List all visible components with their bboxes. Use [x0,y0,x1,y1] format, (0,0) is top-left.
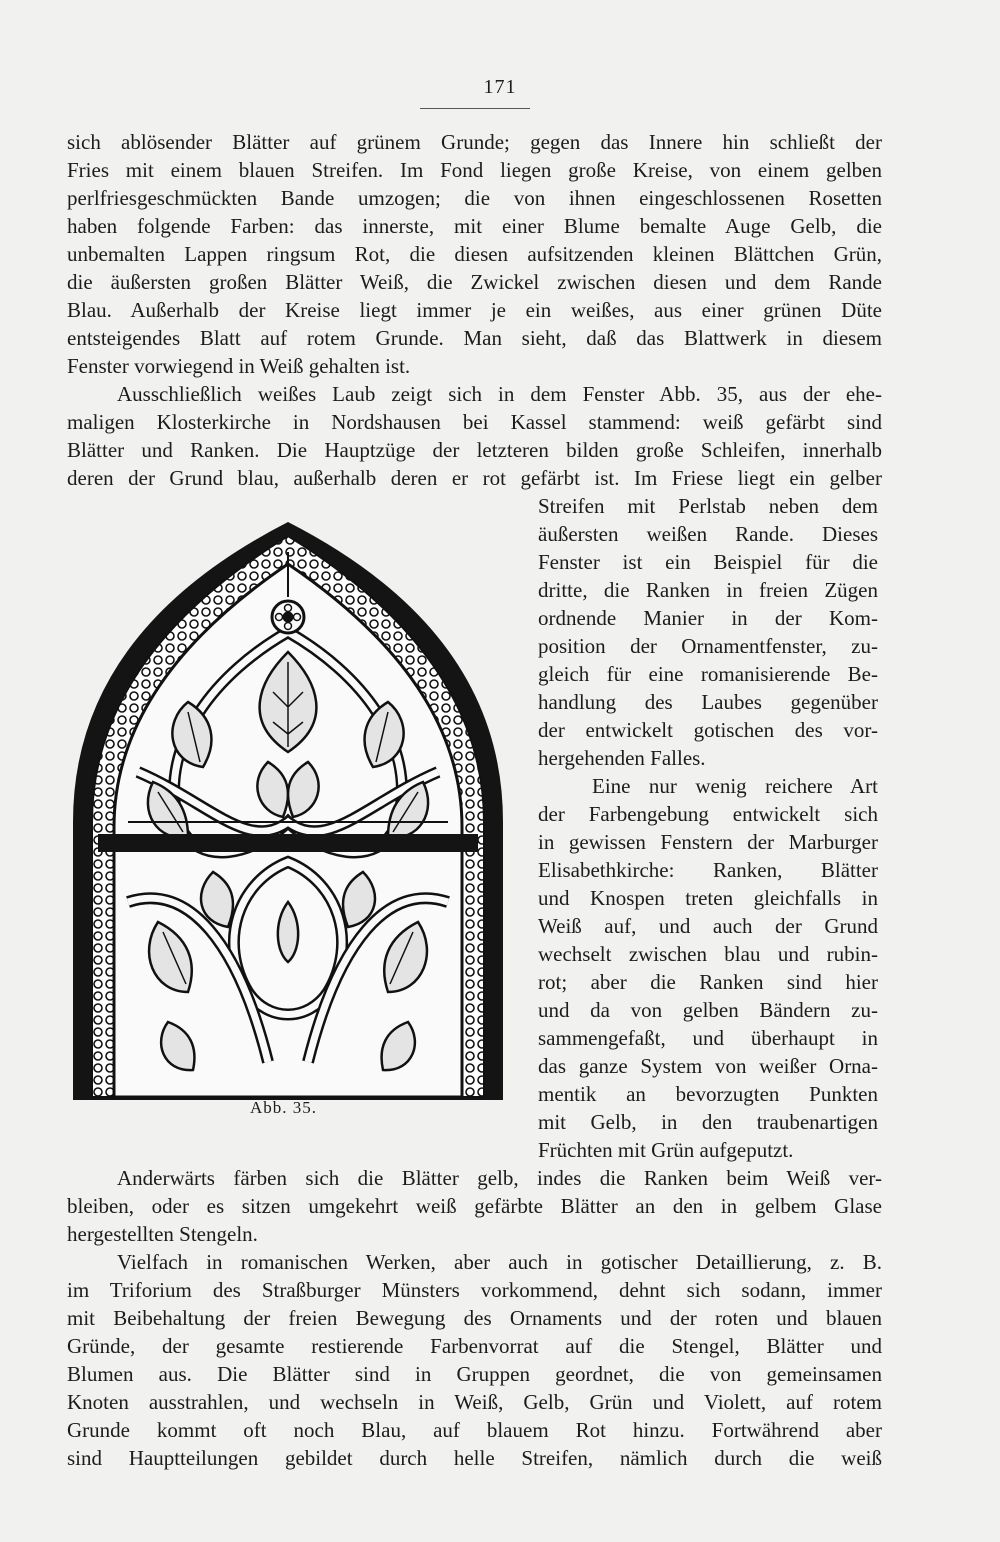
text-line: position der Ornamentfenster, zu- [538,634,878,658]
text-line: Streifen mit Perlstab neben dem [538,494,878,518]
text-line: Früchten mit Grün aufgeputzt. [538,1138,794,1162]
text-line: und Knospen treten gleichfalls in [538,886,878,910]
text-line: rot; aber die Ranken sind hier [538,970,878,994]
text-line: Weiß auf, und auch der Grund [538,914,878,938]
text-line: deren der Grund blau, außerhalb deren er rot gefärbt ist. Im Friese liegt ein gelber [67,466,882,490]
text-line: ordnende Manier in der Kom- [538,606,878,630]
text-line: Ausschließlich weißes Laub zeigt sich in dem Fenster Abb. 35, aus der ehe- [117,382,882,406]
text-line: mit Gelb, in den traubenartigen [538,1110,878,1134]
text-line: Grunde kommt oft noch Blau, auf blauem Rot hinzu. Fortwährend aber [67,1418,882,1442]
text-line: gleich für eine romanisierende Be- [538,662,878,686]
page-number-rule [420,108,530,109]
figure-caption: Abb. 35. [250,1098,318,1117]
text-line: entsteigendes Blatt auf rotem Grunde. Man sieht, daß das Blattwerk in diesem [67,326,882,350]
text-line: mentik an bevorzugten Punkten [538,1082,878,1106]
text-line: hergestellten Stengeln. [67,1222,258,1246]
text-line: und da von gelben Bändern zu- [538,998,878,1022]
text-line: sammengefaßt, und überhaupt in [538,1026,878,1050]
text-line: Eine nur wenig reichere Art [592,774,878,798]
text-line: haben folgende Farben: das innerste, mit einer Blume bemalte Auge Gelb, die [67,214,882,238]
text-line: Blätter und Ranken. Die Hauptzüge der letzteren bilden große Schleifen, innerhalb [67,438,882,462]
text-line: Blumen aus. Die Blätter sind in Gruppen geordnet, die von gemeinsamen [67,1362,882,1386]
text-line: unbemalten Lappen ringsum Rot, die diesen aufsitzenden kleinen Blättchen Grün, [67,242,882,266]
text-line: Anderwärts färben sich die Blätter gelb, indes die Ranken beim Weiß ver- [117,1166,882,1190]
text-line: in gewissen Fenstern der Marburger [538,830,878,854]
text-line: sich ablösender Blätter auf grünem Grunde; gegen das Innere hin schließt der [67,130,882,154]
text-line: mit Beibehaltung der freien Bewegung des Ornaments und der roten und blauen [67,1306,882,1330]
page-number: 171 [483,76,517,98]
stained-glass-window-illustration [68,522,508,1102]
text-line: Fenster vorwiegend in Weiß gehalten ist. [67,354,411,378]
text-line: im Triforium des Straßburger Münsters vorkommend, dehnt sich sodann, immer [67,1278,882,1302]
text-line: sind Hauptteilungen gebildet durch helle Streifen, nämlich durch die weiß [67,1446,882,1470]
text-line: bleiben, oder es sitzen umgekehrt weiß gefärbte Blätter an den in gelbem Glase [67,1194,882,1218]
text-line: Gründe, der gesamte restierende Farbenvorrat auf die Stengel, Blätter und [67,1334,882,1358]
text-line: Fenster ist ein Beispiel für die [538,550,878,574]
text-line: äußersten weißen Rande. Dieses [538,522,878,546]
text-line: perlfriesgeschmückten Bande umzogen; die von ihnen eingeschlossenen Rosetten [67,186,882,210]
text-line: die äußersten großen Blätter Weiß, die Zwickel zwischen diesen und dem Rande [67,270,882,294]
text-line: hergehenden Falles. [538,746,706,770]
text-line: der entwickelt gotischen des vor- [538,718,878,742]
text-line: dritte, die Ranken in freien Zügen [538,578,878,602]
text-line: Blau. Außerhalb der Kreise liegt immer je ein weißes, aus einer grünen Düte [67,298,882,322]
stained-glass-window-figure [68,522,508,1102]
text-line: das ganze System von weißer Orna- [538,1054,878,1078]
text-line: maligen Klosterkirche in Nordshausen bei Kassel stammend: weiß gefärbt sind [67,410,882,434]
text-line: Elisabethkirche: Ranken, Blätter [538,858,878,882]
text-line: Fries mit einem blauen Streifen. Im Fond liegen große Kreise, von einem gelben [67,158,882,182]
text-line: wechselt zwischen blau und rubin- [538,942,878,966]
text-line: Knoten ausstrahlen, und wechseln in Weiß, Gelb, Grün und Violett, auf rotem [67,1390,882,1414]
text-line: der Farbengebung entwickelt sich [538,802,878,826]
text-line: Vielfach in romanischen Werken, aber auch in gotischer Detaillierung, z. B. [117,1250,882,1274]
text-line: handlung des Laubes gegenüber [538,690,878,714]
